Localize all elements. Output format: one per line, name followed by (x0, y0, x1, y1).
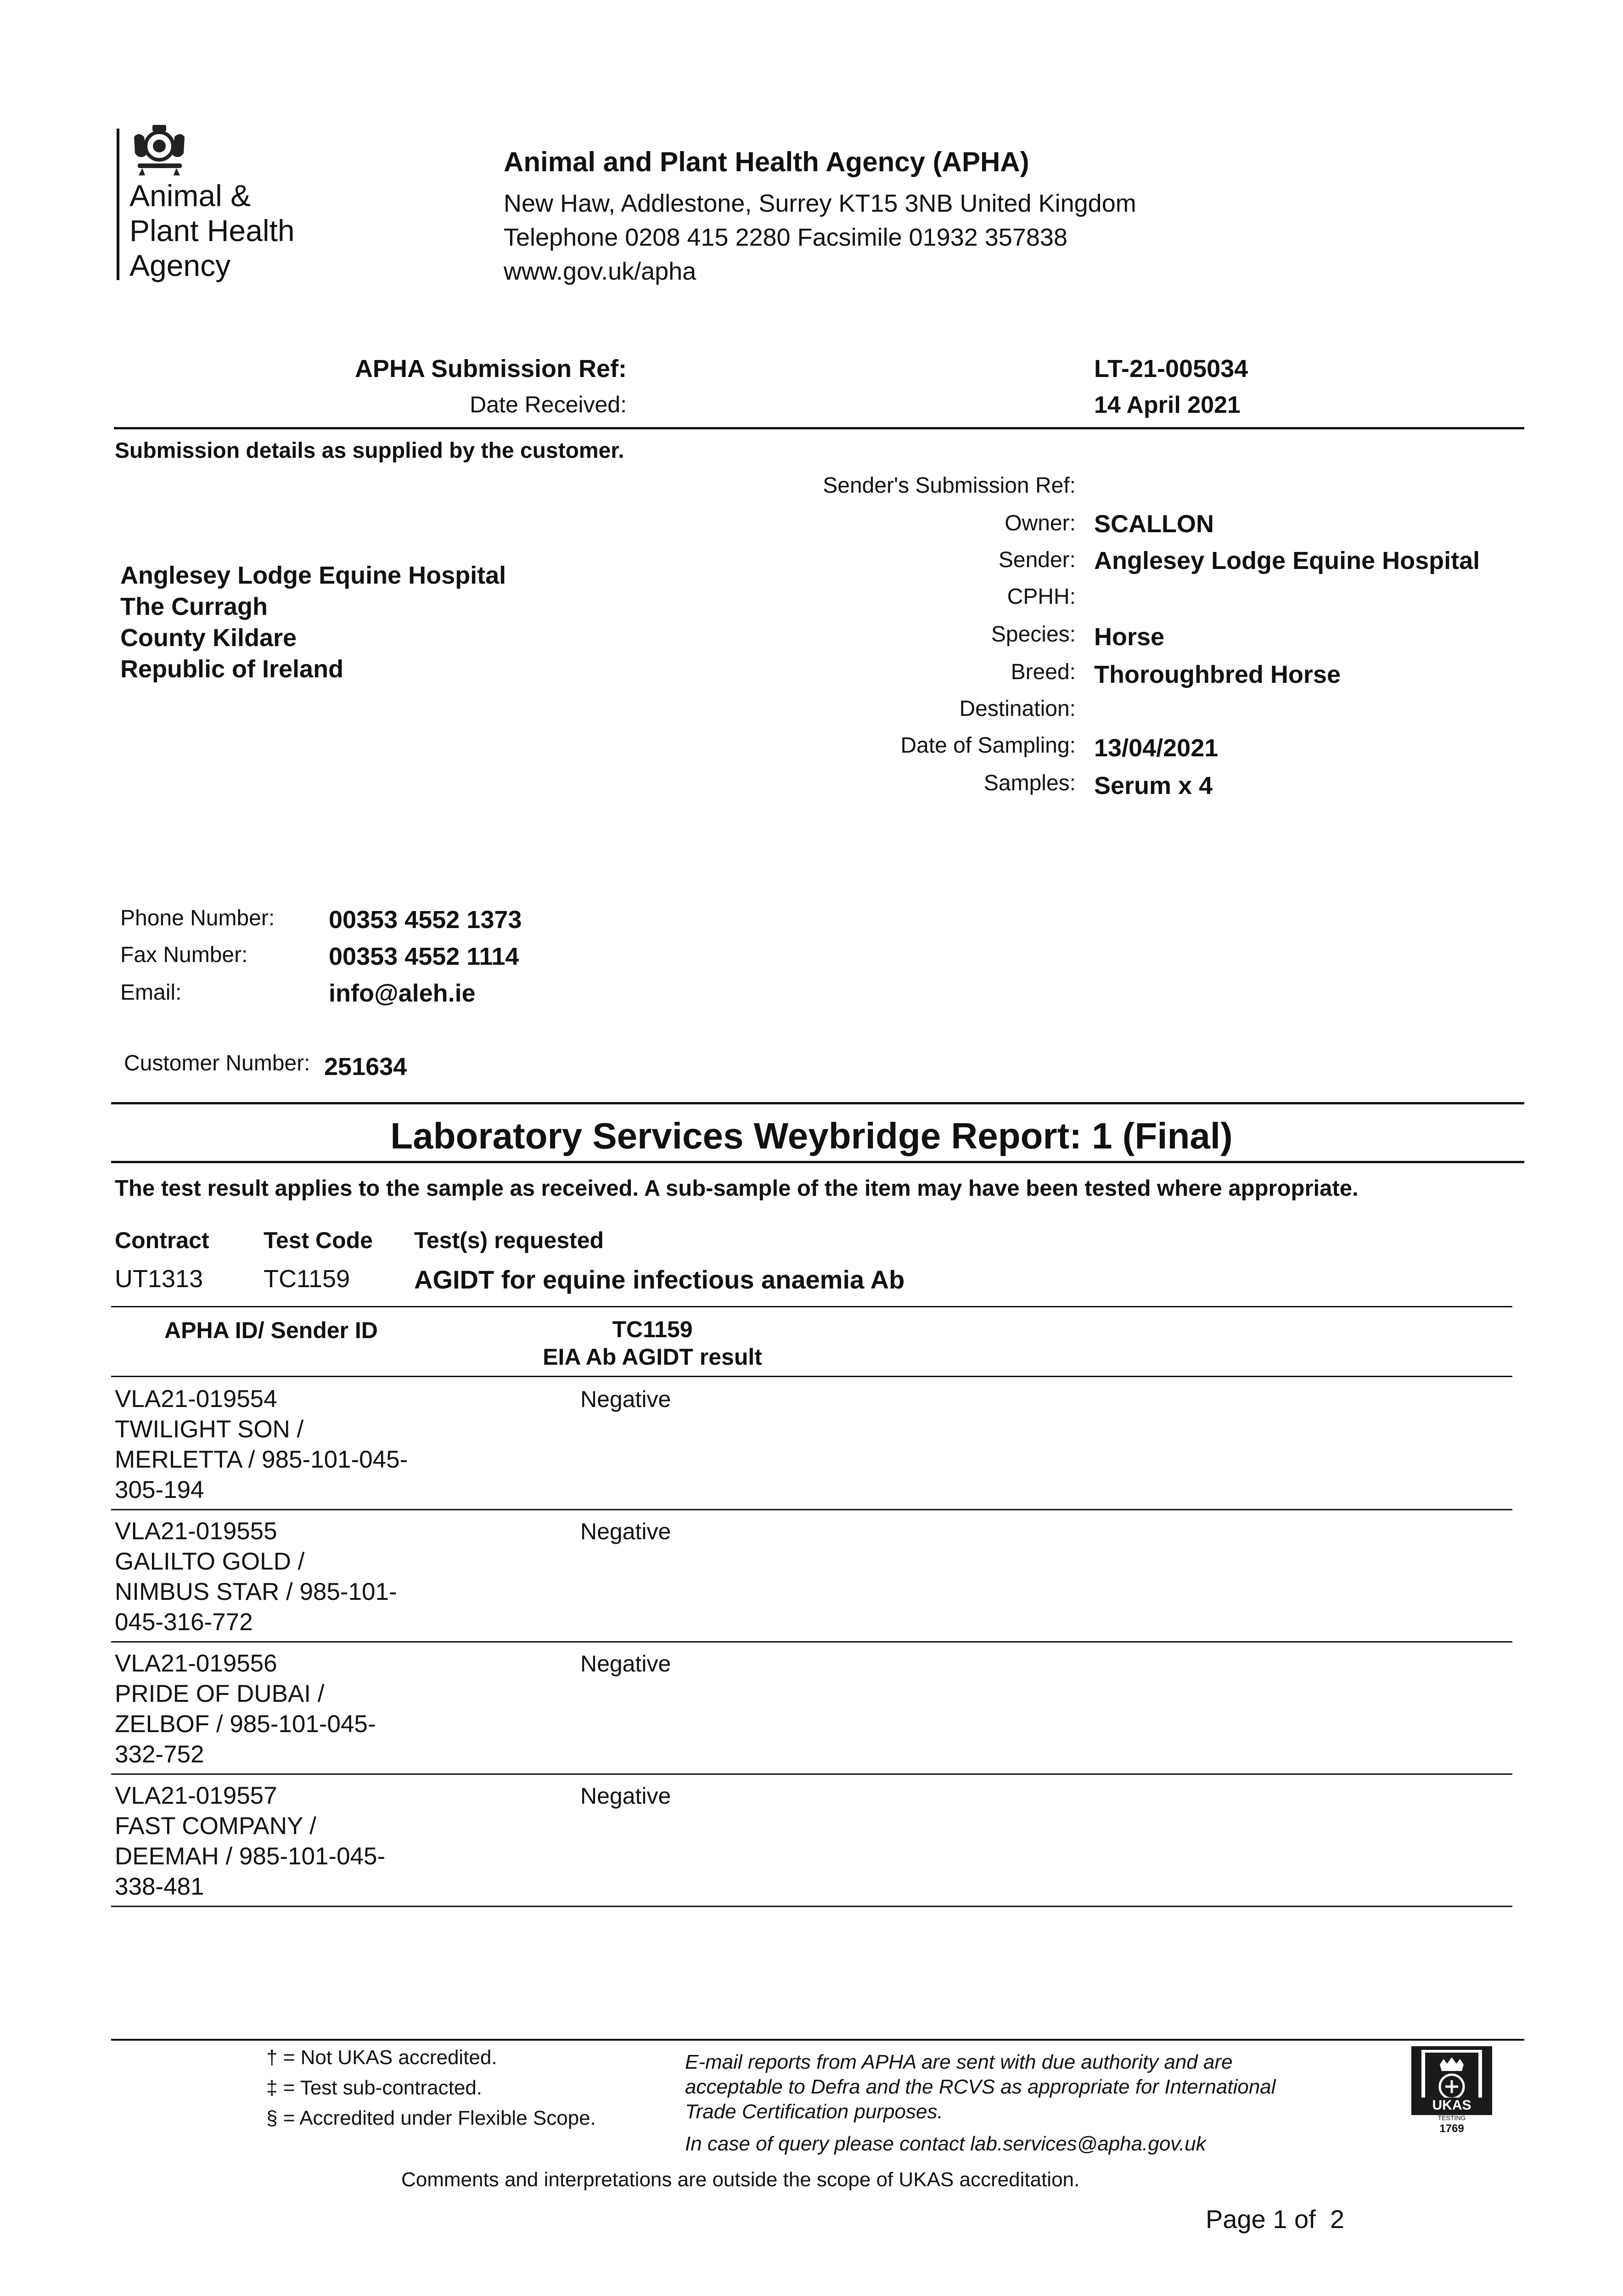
table-row-result: Negative (580, 1386, 671, 1412)
table-row-text: GALILTO GOLD / (115, 1548, 305, 1575)
phone-label: Phone Number: (120, 906, 275, 930)
ukas-label: UKAS (1411, 2098, 1492, 2113)
table-row-text: 332-752 (115, 1741, 204, 1768)
footer-divider (111, 2039, 1524, 2041)
divider (114, 427, 1524, 429)
detail-label: Owner: (1005, 511, 1076, 535)
submission-ref-label: APHA Submission Ref: (354, 355, 627, 383)
table-row-id: VLA21-019556 (115, 1650, 277, 1677)
agency-telephone: Telephone 0208 415 2280 Facsimile 01932 357838 (504, 224, 1067, 251)
phone-value: 00353 4552 1373 (329, 906, 522, 934)
customer-number-value: 251634 (324, 1053, 407, 1080)
species-value: Horse (1094, 623, 1165, 651)
detail-label: CPHH: (1007, 585, 1076, 609)
results-result-header: EIA Ab AGIDT result (543, 1344, 762, 1370)
footer-comments: Comments and interpretations are outside the scope of UKAS accreditation. (401, 2168, 1080, 2191)
address-line: Republic of Ireland (120, 655, 344, 683)
results-id-header: APHA ID/ Sender ID (164, 1317, 378, 1343)
test-code-value: TC1159 (264, 1265, 350, 1293)
ukas-number: 1769 (1439, 2122, 1464, 2135)
logo-divider (117, 129, 119, 280)
address-line: County Kildare (120, 624, 297, 652)
date-received-value: 14 April 2021 (1094, 392, 1241, 418)
detail-label: Species: (991, 622, 1076, 647)
address-line: The Curragh (120, 593, 268, 620)
ukas-sub: TESTING (1438, 2114, 1466, 2122)
sampling-date-value: 13/04/2021 (1094, 734, 1219, 762)
table-row-text: 338-481 (115, 1873, 204, 1900)
contract-header: Contract (115, 1227, 209, 1253)
divider (111, 1641, 1512, 1643)
email-label: Email: (120, 980, 182, 1005)
divider (111, 1161, 1524, 1163)
fax-label: Fax Number: (120, 943, 248, 967)
submission-ref-value: LT-21-005034 (1094, 355, 1248, 383)
table-row-id: VLA21-019554 (115, 1385, 277, 1412)
address-line: Anglesey Lodge Equine Hospital (120, 562, 506, 589)
table-row-text: DEEMAH / 985-101-045- (115, 1843, 386, 1870)
fax-value: 00353 4552 1114 (329, 943, 519, 970)
footer-email-note: E-mail reports from APHA are sent with due authority and are (685, 2051, 1233, 2073)
ukas-mark (1411, 2046, 1492, 2136)
logo-line: Agency (129, 248, 231, 282)
test-name: AGIDT for equine infectious anaemia Ab (414, 1265, 905, 1294)
agency-address: New Haw, Addlestone, Surrey KT15 3NB United Kingdom (504, 190, 1136, 217)
detail-label: Date of Sampling: (900, 733, 1076, 758)
detail-label: Breed: (1011, 660, 1076, 684)
test-code-header: Test Code (264, 1227, 373, 1253)
detail-label: Sender's Submission Ref: (823, 473, 1076, 498)
table-row-result: Negative (580, 1783, 671, 1809)
table-row-id: VLA21-019555 (115, 1518, 277, 1545)
table-row-text: TWILIGHT SON / (115, 1416, 304, 1443)
divider (111, 1773, 1512, 1775)
report-disclaimer: The test result applies to the sample as received. A sub-sample of the item may have been tested where appropriate. (115, 1176, 1359, 1201)
footer-email-note: acceptable to Defra and the RCVS as appropriate for International (685, 2076, 1276, 2098)
table-row-text: 305-194 (115, 1476, 204, 1503)
table-row-text: MERLETTA / 985-101-045- (115, 1446, 408, 1473)
contract-value: UT1313 (115, 1265, 203, 1293)
divider (111, 1102, 1524, 1104)
footer-query-note: In case of query please contact lab.services@apha.gov.uk (685, 2133, 1206, 2155)
table-row-id: VLA21-019557 (115, 1782, 277, 1809)
logo-line: Plant Health (129, 214, 295, 248)
samples-value: Serum x 4 (1094, 772, 1213, 799)
divider (111, 1306, 1512, 1307)
tests-header: Test(s) requested (414, 1227, 604, 1253)
agency-name: Animal and Plant Health Agency (APHA) (504, 146, 1029, 177)
breed-value: Thoroughbred Horse (1094, 661, 1341, 688)
table-row-text: ZELBOF / 985-101-045- (115, 1711, 376, 1738)
footer-legend: † = Not UKAS accredited. (266, 2046, 497, 2069)
detail-label: Destination: (959, 697, 1076, 721)
logo-line: Animal & (129, 179, 251, 213)
detail-label: Samples: (983, 771, 1076, 795)
table-row-result: Negative (580, 1519, 671, 1544)
table-row-text: NIMBUS STAR / 985-101- (115, 1578, 397, 1605)
results-code-header: TC1159 (612, 1317, 693, 1342)
footer-legend: § = Accredited under Flexible Scope. (266, 2107, 596, 2129)
report-title: Laboratory Services Weybridge Report: 1 (Final) (390, 1115, 1233, 1156)
divider (111, 1376, 1512, 1377)
date-received-label: Date Received: (470, 392, 627, 417)
footer-email-note: Trade Certification purposes. (685, 2100, 943, 2123)
email-value: info@aleh.ie (329, 979, 476, 1007)
page-number: Page 1 of 2 (1206, 2205, 1345, 2234)
table-row-text: PRIDE OF DUBAI / (115, 1680, 325, 1707)
customer-number-label: Customer Number: (124, 1051, 310, 1075)
table-row-text: FAST COMPANY / (115, 1812, 316, 1840)
table-row-result: Negative (580, 1651, 671, 1677)
table-row-text: 045-316-772 (115, 1609, 253, 1636)
customer-note: Submission details as supplied by the customer. (115, 439, 624, 463)
detail-label: Sender: (998, 548, 1076, 572)
sender-value: Anglesey Lodge Equine Hospital (1094, 547, 1480, 574)
owner-value: SCALLON (1094, 510, 1214, 538)
footer-legend: ‡ = Test sub-contracted. (266, 2077, 483, 2099)
divider (111, 1509, 1512, 1510)
agency-website: www.gov.uk/apha (504, 258, 696, 285)
royal-crest-icon (129, 123, 193, 178)
divider (111, 1906, 1512, 1907)
